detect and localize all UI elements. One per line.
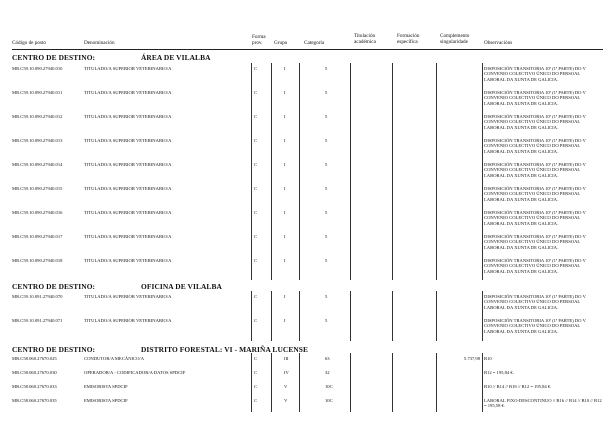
row-forma: C (254, 356, 258, 361)
row-categoria: 5 (325, 258, 328, 263)
row-grupo: V (284, 398, 288, 403)
header-categoria: Categoría (304, 40, 325, 46)
row-denominacion: TITULADO/A SUPERIOR VETERINARIO/A (84, 66, 172, 71)
column-separator (299, 291, 300, 341)
header-denominacion: Denominación (84, 40, 115, 46)
row-grupo: I (284, 138, 286, 143)
header-forma-line1: Forma (252, 34, 266, 40)
column-separator (482, 353, 483, 412)
header-formacion-line1: Formación (397, 33, 420, 39)
row-code: MR.C58.060.27670.025 (12, 356, 57, 361)
section-name: OFICINA DE VILALBA (141, 282, 222, 291)
row-observacions: B10 // B14 // B18 // B12 = 195,84 €. (484, 384, 552, 389)
row-forma: C (254, 294, 258, 299)
row-categoria: 63 (325, 356, 330, 361)
header-titulacion-line2: académica (354, 39, 376, 45)
row-denominacion: TITULADO/A SUPERIOR VETERINARIO/A (84, 162, 172, 167)
header-codigo: Código de posto (12, 40, 47, 46)
row-forma: C (254, 162, 258, 167)
row-forma: C (254, 234, 258, 239)
row-code: MR.C59.10.090.27940.013 (12, 138, 63, 143)
row-code: MR.C59.10.090.27940.010 (12, 66, 63, 71)
row-observacions: DISPOSICIÓN TRANSITORIA 10ª (1ª PARTE) DO V CONVENIO COLECTIVO ÚNICO DO PERSOAL LABORAL DA XUNTA DE GALICIA. (484, 294, 586, 310)
row-forma: C (254, 318, 258, 323)
row-categoria: 5 (325, 90, 328, 95)
row-categoria: 5 (325, 234, 328, 239)
column-separator (251, 63, 252, 280)
row-grupo: IV (284, 370, 289, 375)
header-forma-line2: prov. (252, 40, 263, 46)
row-observacions: DISPOSICIÓN TRANSITORIA 10ª (1ª PARTE) DO V CONVENIO COLECTIVO ÚNICO DO PERSOAL LABORAL DA XUNTA DE GALICIA. (484, 162, 586, 178)
column-separator (299, 353, 300, 412)
row-categoria: 10C (325, 384, 333, 389)
row-denominacion: TITULADO/A SUPERIOR VETERINARIO/A (84, 318, 172, 323)
row-observacions: DISPOSICIÓN TRANSITORIA 10ª (1ª PARTE) DO V CONVENIO COLECTIVO ÚNICO DO PERSOAL LABORAL DA XUNTA DE GALICIA. (484, 90, 586, 106)
row-denominacion: EMISORISTA SPDCIF (84, 384, 128, 389)
row-forma: C (254, 186, 258, 191)
row-grupo: III (284, 356, 289, 361)
row-code: MR.C59.10.091.27940.071 (12, 318, 63, 323)
row-categoria: 5 (325, 114, 328, 119)
row-denominacion: TITULADO/A SUPERIOR VETERINARIO/A (84, 294, 172, 299)
column-separator (482, 291, 483, 341)
row-categoria: 5 (325, 186, 328, 191)
row-categoria: 5 (325, 66, 328, 71)
row-denominacion: OPERADOR/A - CODIFICADOR/A DATOS SPDCIF (84, 370, 186, 375)
row-categoria: 5 (325, 162, 328, 167)
header-complemento-line1: Complemento (440, 33, 470, 39)
header-rule (12, 49, 603, 50)
row-code: MR.C59.10.090.27940.011 (12, 90, 63, 95)
column-separator (271, 63, 272, 280)
row-code: MR.C59.10.090.27940.015 (12, 186, 63, 191)
row-grupo: I (284, 162, 286, 167)
column-separator (436, 353, 437, 412)
header-titulacion-line1: Titulación (354, 33, 376, 39)
row-grupo: I (284, 210, 286, 215)
row-denominacion: TITULADO/A SUPERIOR VETERINARIO/A (84, 210, 172, 215)
row-forma: C (254, 66, 258, 71)
row-observacions: LABORAL FIXO-DESCONTINUO // B16 // B14 // B10 // B12 = 195,58 €. (484, 398, 602, 409)
row-code: MR.C59.10.090.27940.017 (12, 234, 63, 239)
header-complemento-line2: singularidade (440, 39, 468, 45)
column-separator (392, 291, 393, 341)
row-code: MR.C58.060.27670.030 (12, 370, 57, 375)
row-grupo: I (284, 186, 286, 191)
row-denominacion: EMISORISTA SPDCIF (84, 398, 128, 403)
row-observacions: DISPOSICIÓN TRANSITORIA 10ª (1ª PARTE) DO V CONVENIO COLECTIVO ÚNICO DO PERSOAL LABORAL DA XUNTA DE GALICIA. (484, 258, 586, 274)
row-forma: C (254, 138, 258, 143)
row-observacions: B12 = 195,84 €. (484, 370, 514, 375)
row-categoria: 5 (325, 294, 328, 299)
column-separator (436, 63, 437, 280)
row-denominacion: TITULADO/A SUPERIOR VETERINARIO/A (84, 234, 172, 239)
row-denominacion: TITULADO/A SUPERIOR VETERINARIO/A (84, 258, 172, 263)
row-observacions: DISPOSICIÓN TRANSITORIA 10ª (1ª PARTE) DO V CONVENIO COLECTIVO ÚNICO DO PERSOAL LABORAL DA XUNTA DE GALICIA. (484, 186, 586, 202)
row-code: MR.C59.10.091.27940.070 (12, 294, 63, 299)
row-grupo: I (284, 294, 286, 299)
row-code: MR.C58.060.27670.035 (12, 398, 57, 403)
row-forma: C (254, 398, 258, 403)
row-denominacion: TITULADO/A SUPERIOR VETERINARIO/A (84, 138, 172, 143)
header-grupo: Grupo (274, 40, 288, 46)
row-forma: C (254, 384, 258, 389)
section-name: DISTRITO FORESTAL: VI - MARIÑA LUCENSE (141, 345, 309, 354)
column-separator (436, 291, 437, 341)
row-denominacion: TITULADO/A SUPERIOR VETERINARIO/A (84, 186, 172, 191)
row-observacions: DISPOSICIÓN TRANSITORIA 10ª (1ª PARTE) DO V CONVENIO COLECTIVO ÚNICO DO PERSOAL LABORAL DA XUNTA DE GALICIA. (484, 114, 586, 130)
row-categoria: 32 (325, 370, 330, 375)
column-separator (350, 353, 351, 412)
row-denominacion: TITULADO/A SUPERIOR VETERINARIO/A (84, 114, 172, 119)
row-categoria: 5 (325, 138, 328, 143)
column-separator (392, 353, 393, 412)
row-forma: C (254, 210, 258, 215)
row-observacions: B10 (484, 356, 492, 361)
row-denominacion: TITULADO/A SUPERIOR VETERINARIO/A (84, 90, 172, 95)
row-complemento: 5.737,98 (463, 356, 480, 361)
column-separator (271, 291, 272, 341)
row-grupo: I (284, 234, 286, 239)
column-separator (350, 63, 351, 280)
row-grupo: I (284, 90, 286, 95)
row-code: MR.C59.10.090.27940.018 (12, 258, 63, 263)
row-denominacion: CONDUTOR/A MECÁNICO/A (84, 356, 145, 361)
row-observacions: DISPOSICIÓN TRANSITORIA 10ª (1ª PARTE) DO V CONVENIO COLECTIVO ÚNICO DO PERSOAL LABORAL DA XUNTA DE GALICIA. (484, 234, 586, 250)
section-label: CENTRO DE DESTINO: (12, 345, 96, 354)
row-grupo: I (284, 66, 286, 71)
header-formacion-line2: específica (397, 39, 418, 45)
row-forma: C (254, 114, 258, 119)
section-name: ÁREA DE VILALBA (141, 53, 211, 62)
row-observacions: DISPOSICIÓN TRANSITORIA 10ª (1ª PARTE) DO V CONVENIO COLECTIVO ÚNICO DO PERSOAL LABORAL DA XUNTA DE GALICIA. (484, 318, 586, 334)
row-code: MR.C59.10.090.27940.012 (12, 114, 63, 119)
column-separator (251, 291, 252, 341)
row-observacions: DISPOSICIÓN TRANSITORIA 10ª (1ª PARTE) DO V CONVENIO COLECTIVO ÚNICO DO PERSOAL LABORAL DA XUNTA DE GALICIA. (484, 210, 586, 226)
row-grupo: I (284, 114, 286, 119)
row-grupo: I (284, 258, 286, 263)
column-separator (392, 63, 393, 280)
section-label: CENTRO DE DESTINO: (12, 282, 96, 291)
row-categoria: 5 (325, 210, 328, 215)
section-label: CENTRO DE DESTINO: (12, 53, 96, 62)
row-forma: C (254, 370, 258, 375)
column-separator (251, 353, 252, 412)
row-code: MR.C59.10.090.27940.016 (12, 210, 63, 215)
column-separator (482, 63, 483, 280)
row-categoria: 10C (325, 398, 333, 403)
column-separator (350, 291, 351, 341)
row-grupo: I (284, 318, 286, 323)
column-separator (299, 63, 300, 280)
row-code: MR.C59.10.090.27940.014 (12, 162, 63, 167)
row-observacions: DISPOSICIÓN TRANSITORIA 10ª (1ª PARTE) DO V CONVENIO COLECTIVO ÚNICO DO PERSOAL LABORAL DA XUNTA DE GALICIA. (484, 138, 586, 154)
column-separator (271, 353, 272, 412)
row-forma: C (254, 90, 258, 95)
header-observacions: Observacións (484, 40, 513, 46)
row-grupo: V (284, 384, 288, 389)
row-observacions: DISPOSICIÓN TRANSITORIA 10ª (1ª PARTE) DO V CONVENIO COLECTIVO ÚNICO DO PERSOAL LABORAL DA XUNTA DE GALICIA. (484, 66, 586, 82)
row-categoria: 5 (325, 318, 328, 323)
row-forma: C (254, 258, 258, 263)
row-code: MR.C58.060.27670.033 (12, 384, 57, 389)
